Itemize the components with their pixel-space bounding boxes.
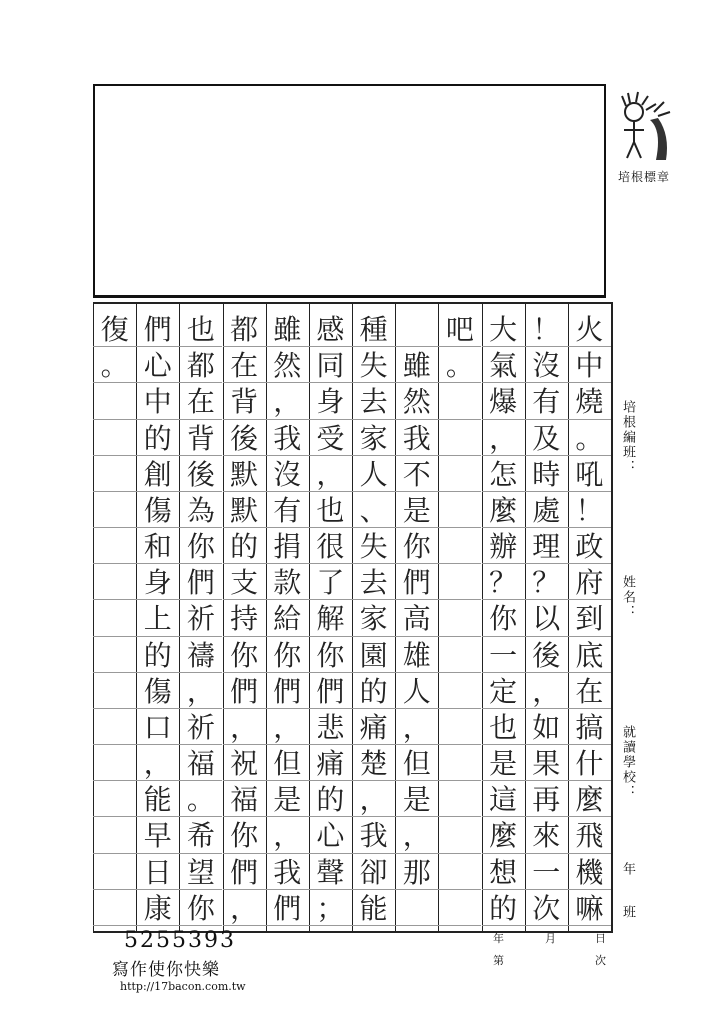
grid-cell: 沒 xyxy=(532,349,561,383)
grid-cell: 有 xyxy=(532,385,561,419)
grid-cell: 吧 xyxy=(445,313,474,346)
grid-cell: 到 xyxy=(575,602,604,636)
grid-cell: 中 xyxy=(143,385,172,419)
grid-cell: 也 xyxy=(186,313,215,346)
grid-cell: 不 xyxy=(402,457,431,491)
grid-cell: 的 xyxy=(316,783,345,817)
grid-cell: 祝 xyxy=(230,747,259,781)
text-column xyxy=(93,304,136,931)
grid-cell: 爆 xyxy=(489,385,518,419)
grid-cell: 你 xyxy=(186,530,215,564)
grid-cell: 吼 xyxy=(575,457,604,491)
grid-cell: ？ xyxy=(489,566,518,600)
grid-cell: 們 xyxy=(186,566,215,600)
grid-cell: 但 xyxy=(273,747,302,781)
grid-cell: 同 xyxy=(316,349,345,383)
text-column xyxy=(352,304,395,931)
grid-cell: ？ xyxy=(532,566,561,600)
grid-cell: ， xyxy=(143,747,172,781)
grid-cell: 的 xyxy=(489,891,518,925)
grid-cell: 默 xyxy=(230,493,259,527)
grid-cell: 身 xyxy=(316,385,345,419)
grid-cell: 氣 xyxy=(489,349,518,383)
grid-cell: 持 xyxy=(230,602,259,636)
grid-cell: ！ xyxy=(575,493,604,527)
grid-cell: 們 xyxy=(402,566,431,600)
grid-cell: 的 xyxy=(359,674,388,708)
grid-cell: 心 xyxy=(316,819,345,853)
text-column xyxy=(136,304,179,931)
grid-cell: 能 xyxy=(359,891,388,925)
grid-cell: ， xyxy=(230,891,259,925)
grid-cell: 福 xyxy=(186,747,215,781)
grid-cell: 支 xyxy=(230,566,259,600)
grid-cell: 們 xyxy=(143,313,172,346)
grid-cell: 雄 xyxy=(402,638,431,672)
grade-label: 年 xyxy=(620,862,635,877)
grid-cell: 如 xyxy=(532,710,561,744)
grid-cell: 。 xyxy=(100,349,129,383)
grid-cell: 上 xyxy=(143,602,172,636)
text-column xyxy=(525,304,568,931)
grid-cell: 們 xyxy=(230,855,259,889)
grid-cell: 雖 xyxy=(273,313,302,346)
grid-cell: 燒 xyxy=(575,385,604,419)
grid-cell: 口 xyxy=(143,710,172,744)
grid-cell: 在 xyxy=(230,349,259,383)
grid-cell: 、 xyxy=(359,493,388,527)
grid-cell: 後 xyxy=(532,638,561,672)
footer-url: http://17bacon.com.tw xyxy=(120,980,246,993)
text-column xyxy=(395,304,438,931)
grid-cell: 家 xyxy=(359,602,388,636)
grid-cell: 。 xyxy=(575,421,604,455)
text-column xyxy=(223,304,266,931)
grid-cell: ， xyxy=(273,710,302,744)
grid-cell: ， xyxy=(230,710,259,744)
grid-cell: 的 xyxy=(230,530,259,564)
grid-cell: 是 xyxy=(489,747,518,781)
grid-cell: 政 xyxy=(575,530,604,564)
grid-cell: 果 xyxy=(532,747,561,781)
grid-cell: 康 xyxy=(143,891,172,925)
class-short-label: 班 xyxy=(620,905,635,920)
stamp-label: 培根標章 xyxy=(617,170,670,184)
grid-cell: 為 xyxy=(186,493,215,527)
grid-cell: 以 xyxy=(532,602,561,636)
grid-cell: 麼 xyxy=(489,493,518,527)
grid-cell: 那 xyxy=(402,855,431,889)
grid-cell: 定 xyxy=(489,674,518,708)
grid-cell: 你 xyxy=(489,602,518,636)
grid-cell: ， xyxy=(532,674,561,708)
grid-cell: 祈 xyxy=(186,602,215,636)
grid-cell: 心 xyxy=(143,349,172,383)
grid-cell: 處 xyxy=(532,493,561,527)
grid-cell: 卻 xyxy=(359,855,388,889)
grid-cell: 中 xyxy=(575,349,604,383)
grid-cell: 痛 xyxy=(316,747,345,781)
grid-cell: 怎 xyxy=(489,457,518,491)
grid-cell: 家 xyxy=(359,421,388,455)
grid-cell: 和 xyxy=(143,530,172,564)
text-column xyxy=(482,304,525,931)
grid-cell: 款 xyxy=(273,566,302,600)
grid-cell: 是 xyxy=(402,783,431,817)
grid-cell xyxy=(438,883,481,935)
grid-cell: 府 xyxy=(575,566,604,600)
manuscript-grid xyxy=(93,302,613,933)
grid-cell: 你 xyxy=(186,891,215,925)
grid-cell: 傷 xyxy=(143,493,172,527)
year-label: 年 xyxy=(493,932,504,945)
grid-cell: 園 xyxy=(359,638,388,672)
grid-cell: 祈 xyxy=(186,710,215,744)
grid-cell: 及 xyxy=(532,421,561,455)
grid-cell: 痛 xyxy=(359,710,388,744)
grid-cell: 再 xyxy=(532,783,561,817)
grid-cell: 雖 xyxy=(402,349,431,383)
grid-cell: 我 xyxy=(359,819,388,853)
grid-cell: 復 xyxy=(100,313,129,346)
grid-cell: 受 xyxy=(316,421,345,455)
grid-cell: 理 xyxy=(532,530,561,564)
class-label: 培根編班： xyxy=(620,400,635,475)
grid-cell: 捐 xyxy=(273,530,302,564)
no-label: 第 xyxy=(493,954,504,967)
grid-cell: 我 xyxy=(273,421,302,455)
grid-cell: 們 xyxy=(316,674,345,708)
grid-cell: ， xyxy=(402,819,431,853)
month-label: 月 xyxy=(545,932,556,945)
grid-cell: 是 xyxy=(273,783,302,817)
grid-cell: 然 xyxy=(402,385,431,419)
grid-cell: 我 xyxy=(273,855,302,889)
grid-cell: 後 xyxy=(230,421,259,455)
grid-cell: 楚 xyxy=(359,747,388,781)
grid-cell: 次 xyxy=(532,891,561,925)
grid-cell: 日 xyxy=(143,855,172,889)
grid-cell: 們 xyxy=(230,674,259,708)
grid-cell: 都 xyxy=(186,349,215,383)
grid-cell: 沒 xyxy=(273,457,302,491)
grid-cell: 什 xyxy=(575,747,604,781)
grid-cell: 創 xyxy=(143,457,172,491)
text-column xyxy=(438,304,481,931)
grid-cell: 。 xyxy=(445,349,474,383)
name-label: 姓名： xyxy=(620,575,635,620)
grid-cell: 去 xyxy=(359,566,388,600)
grid-cell: 底 xyxy=(575,638,604,672)
grid-cell: 的 xyxy=(143,638,172,672)
grid-cell: 悲 xyxy=(316,710,345,744)
text-column xyxy=(568,304,611,931)
grid-cell: 失 xyxy=(359,530,388,564)
grid-cell: ， xyxy=(273,385,302,419)
times-label: 次 xyxy=(595,954,606,967)
grid-cell: ！ xyxy=(532,313,561,346)
teacher-comment-box xyxy=(93,84,606,298)
grid-cell: 麼 xyxy=(489,819,518,853)
text-column xyxy=(266,304,309,931)
grid-cell: 聲 xyxy=(316,855,345,889)
grid-cell: 禱 xyxy=(186,638,215,672)
grid-cell: 感 xyxy=(316,313,345,346)
grid-cell: 想 xyxy=(489,855,518,889)
grid-cell: 你 xyxy=(316,638,345,672)
grid-cell: 在 xyxy=(575,674,604,708)
grid-cell: 人 xyxy=(359,457,388,491)
grid-cell: 很 xyxy=(316,530,345,564)
grid-cell: 解 xyxy=(316,602,345,636)
grid-cell: 失 xyxy=(359,349,388,383)
grid-cell: 飛 xyxy=(575,819,604,853)
grid-cell: 種 xyxy=(359,313,388,346)
grid-cell: 你 xyxy=(273,638,302,672)
grid-cell: 也 xyxy=(316,493,345,527)
grid-cell xyxy=(395,883,438,935)
footer-slogan: 寫作使你快樂 xyxy=(112,960,220,980)
grid-cell: 了 xyxy=(316,566,345,600)
grid-cell: 是 xyxy=(402,493,431,527)
grid-vline xyxy=(611,304,612,931)
grid-cell: 你 xyxy=(402,530,431,564)
grid-cell: 高 xyxy=(402,602,431,636)
grid-cell: 去 xyxy=(359,385,388,419)
bacon-mascot-stamp-icon xyxy=(612,90,672,165)
grid-cell: 傷 xyxy=(143,674,172,708)
grid-cell: 你 xyxy=(230,638,259,672)
grid-cell: ； xyxy=(316,891,345,925)
grid-cell: 搞 xyxy=(575,710,604,744)
grid-cell: 早 xyxy=(143,819,172,853)
grid-cell: 背 xyxy=(186,421,215,455)
grid-cell: ， xyxy=(489,421,518,455)
grid-cell: 也 xyxy=(489,710,518,744)
grid-cell: 來 xyxy=(532,819,561,853)
grid-cell: 然 xyxy=(273,349,302,383)
text-column xyxy=(179,304,222,931)
grid-cell: 都 xyxy=(230,313,259,346)
grid-cell: 身 xyxy=(143,566,172,600)
grid-cell: ， xyxy=(273,819,302,853)
grid-cell: 這 xyxy=(489,783,518,817)
school-label: 就讀學校： xyxy=(620,725,635,800)
grid-cell: 嘛 xyxy=(575,891,604,925)
grid-cell: 人 xyxy=(402,674,431,708)
grid-cell: 辦 xyxy=(489,530,518,564)
grid-cell: 能 xyxy=(143,783,172,817)
grid-cell: 望 xyxy=(186,855,215,889)
grid-cell: 希 xyxy=(186,819,215,853)
grid-cell: 火 xyxy=(575,313,604,346)
grid-cell: ， xyxy=(402,710,431,744)
grid-cell: 給 xyxy=(273,602,302,636)
grid-cell: 福 xyxy=(230,783,259,817)
grid-cell: 。 xyxy=(186,783,215,817)
grid-cell: 後 xyxy=(186,457,215,491)
grid-cell: ， xyxy=(186,674,215,708)
grid-cell: 你 xyxy=(230,819,259,853)
text-column xyxy=(309,304,352,931)
day-label: 日 xyxy=(595,932,606,945)
grid-cell: 默 xyxy=(230,457,259,491)
grid-cell: 一 xyxy=(532,855,561,889)
grid-cell: 們 xyxy=(273,891,302,925)
grid-cell: 背 xyxy=(230,385,259,419)
grid-cell: 時 xyxy=(532,457,561,491)
grid-cell: 在 xyxy=(186,385,215,419)
grid-cell: 麼 xyxy=(575,783,604,817)
grid-cell: ， xyxy=(316,457,345,491)
grid-cell: 大 xyxy=(489,313,518,346)
grid-cell: 的 xyxy=(143,421,172,455)
grid-cell: ， xyxy=(359,783,388,817)
grid-cell xyxy=(93,883,136,935)
grid-cell: 我 xyxy=(402,421,431,455)
grid-cell: 但 xyxy=(402,747,431,781)
footer-code: 5255393 xyxy=(124,928,236,953)
grid-cell: 有 xyxy=(273,493,302,527)
grid-cell: 一 xyxy=(489,638,518,672)
grid-cell: 們 xyxy=(273,674,302,708)
grid-cell: 機 xyxy=(575,855,604,889)
